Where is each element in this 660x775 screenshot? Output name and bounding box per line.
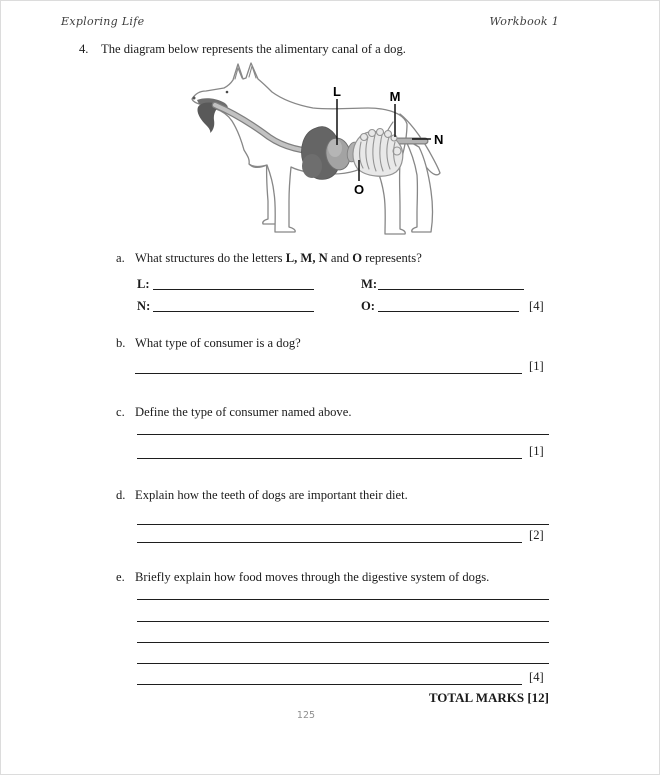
part-b-text: What type of consumer is a dog? <box>135 336 301 350</box>
answer-line-b <box>135 356 522 374</box>
part-d-marks: [2] <box>529 528 544 542</box>
answer-line-c2 <box>137 441 522 459</box>
answer-line-O <box>378 294 519 312</box>
part-c-letter: c. <box>116 405 125 419</box>
question-stem <box>79 42 406 56</box>
part-a-text-pre: What structures do the letters <box>135 251 286 265</box>
answer-line-L <box>153 272 314 290</box>
part-c-marks: [1] <box>529 444 544 458</box>
answer-line-e2 <box>137 604 549 622</box>
diagram-label-O: O <box>353 182 365 197</box>
part-d-text: Explain how the teeth of dogs are important their diet. <box>135 488 408 502</box>
part-b-question <box>116 336 301 350</box>
part-d-letter: d. <box>116 488 126 502</box>
part-c-text: Define the type of consumer named above. <box>135 405 352 419</box>
part-e-text: Briefly explain how food moves through the digestive system of dogs. <box>135 570 490 584</box>
answer-line-M <box>378 272 524 290</box>
part-b-marks: [1] <box>529 359 544 373</box>
question-number: 4. <box>79 42 89 56</box>
answer-line-N <box>153 294 314 312</box>
page-number: 125 <box>296 710 316 721</box>
part-a-text-post: represents? <box>362 251 422 265</box>
answer-line-e3 <box>137 625 549 643</box>
diagram-label-M: M <box>389 89 401 104</box>
part-a-bold-letter-o: O <box>352 251 362 265</box>
blank-label-N: N: <box>137 299 151 313</box>
diagram-label-N: N <box>434 132 444 147</box>
blank-label-O: O: <box>361 299 375 313</box>
part-a-text-mid: and <box>327 251 353 265</box>
liver-lobe <box>302 154 322 178</box>
answer-line-c1 <box>137 417 549 435</box>
header-book-title: Exploring Life <box>61 15 145 28</box>
part-d-question <box>116 488 408 502</box>
part-e-letter: e. <box>116 570 125 584</box>
total-marks: TOTAL MARKS [12] <box>428 690 549 705</box>
question-text: The diagram below represents the alimentary canal of a dog. <box>101 42 406 56</box>
dog-nose <box>193 97 196 100</box>
dog-alimentary-canal-diagram <box>184 56 468 246</box>
dog-eye <box>226 91 229 94</box>
part-e-marks: [4] <box>529 670 544 684</box>
answer-line-e1 <box>137 582 549 600</box>
answer-line-e5 <box>137 667 522 685</box>
part-a-bold-letters: L, M, N <box>285 251 328 265</box>
blank-label-L: L: <box>137 277 150 291</box>
part-b-letter: b. <box>116 336 126 350</box>
part-a-marks: [4] <box>529 299 544 313</box>
part-a-letter: a. <box>116 251 125 265</box>
part-a-text <box>135 251 422 265</box>
blank-label-M: M: <box>361 277 378 291</box>
answer-line-d1 <box>137 507 549 525</box>
answer-line-d2 <box>137 525 522 543</box>
diagram-label-L: L <box>333 84 341 99</box>
header-workbook-label: Workbook 1 <box>489 15 559 28</box>
part-a-question <box>116 251 422 265</box>
answer-line-e4 <box>137 646 549 664</box>
stomach-highlight <box>328 139 342 157</box>
